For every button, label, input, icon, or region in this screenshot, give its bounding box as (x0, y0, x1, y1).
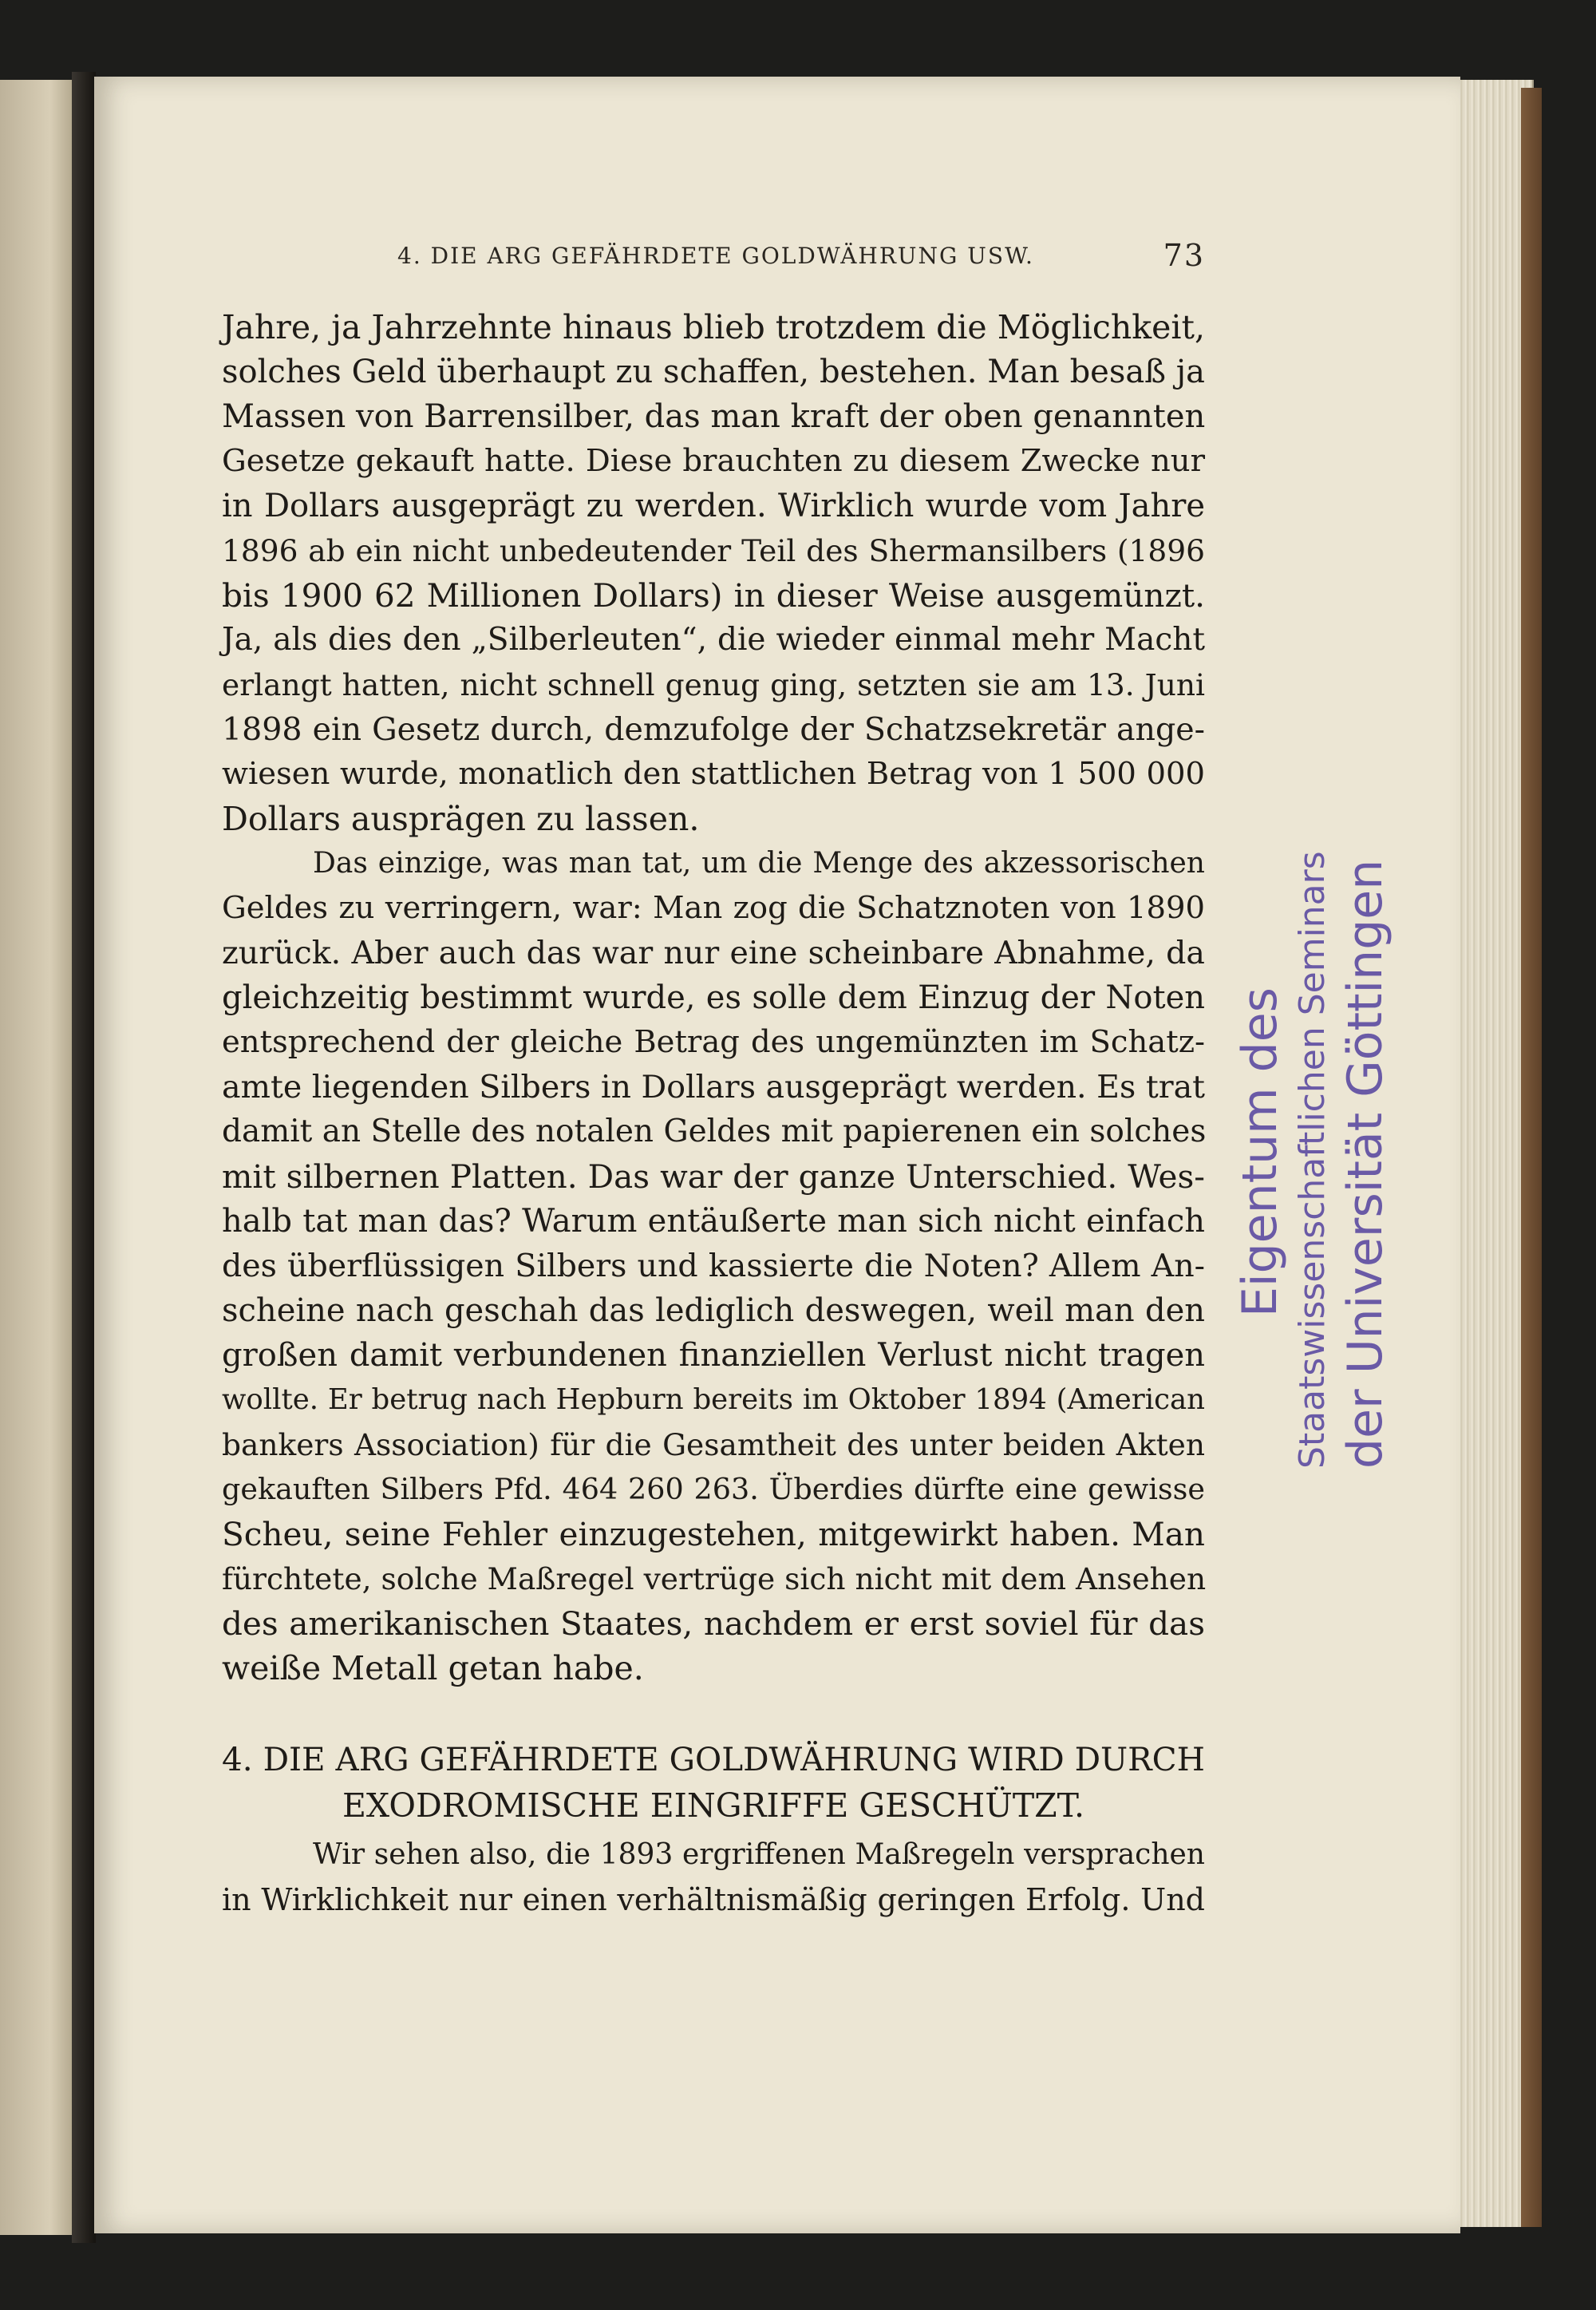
text-line: weiße Metall getan habe. (222, 1649, 644, 1687)
text-line: bis 1900 62 Millionen Dollars) in dieser Weise ausgemünzt. (222, 576, 1205, 615)
book-cover-edge (1521, 88, 1542, 2227)
running-title: 4. DIE ARG GEFÄHRDETE GOLDWÄHRUNG USW. (397, 243, 1034, 269)
text-line: damit an Stelle des notalen Geldes mit papierenen ein solches (222, 1113, 1207, 1149)
running-head (222, 238, 1205, 278)
section-heading-line-2: EXODROMISCHE EINGRIFFE GESCHÜTZT. (342, 1786, 1085, 1825)
stamp-line-3: der Universität Göttingen (1337, 859, 1393, 1469)
text-line: zurück. Aber auch das war nur eine scheinbare Abnahme, da (222, 935, 1205, 971)
text-line: Dollars ausprägen zu lassen. (222, 800, 700, 838)
book-gutter (72, 72, 96, 2243)
text-line: des amerikanischen Staates, nachdem er erst soviel für das (222, 1604, 1205, 1643)
text-line: amte liegenden Silbers in Dollars ausgeprägt werden. Es trat (222, 1069, 1205, 1106)
text-line: bankers Association) für die Gesamtheit des unter beiden Akten (222, 1427, 1205, 1462)
text-line: Gesetze gekauft hatte. Diese brauchten zu diesem Zwecke nur (222, 443, 1205, 479)
text-line: halb tat man das? Warum entäußerte man sich nicht einfach (222, 1203, 1205, 1240)
facing-page-edge (0, 80, 72, 2235)
text-line: gleichzeitig bestimmt wurde, es solle dem Einzug der Noten (222, 979, 1205, 1016)
text-line: solches Geld überhaupt zu schaffen, bestehen. Man besaß ja (222, 354, 1205, 390)
text-line: erlangt hatten, nicht schnell genug ging, setzten sie am 13. Juni (222, 667, 1205, 702)
text-line: Geldes zu verringern, war: Man zog die Schatznoten von 1890 (222, 890, 1205, 926)
text-line: in Dollars ausgeprägt zu werden. Wirklich wurde vom Jahre (222, 488, 1205, 524)
text-line: scheine nach geschah das lediglich deswegen, weil man den (222, 1292, 1205, 1329)
text-line: Massen von Barrensilber, das man kraft der oben genannten (222, 398, 1206, 435)
text-line: Scheu, seine Fehler einzugestehen, mitgewirkt haben. Man (222, 1515, 1205, 1553)
text-line: Jahre, ja Jahrzehnte hinaus blieb trotzdem die Möglichkeit, (222, 308, 1205, 346)
stamp-line-2: Staatswissenschaftlichen Seminars (1292, 851, 1333, 1469)
text-line: großen damit verbundenen finanziellen Verlust nicht tragen (222, 1337, 1205, 1374)
text-line: wollte. Er betrug nach Hepburn bereits im Oktober 1894 (American (222, 1383, 1205, 1416)
text-line: wiesen wurde, monatlich den stattlichen Betrag von 1 500 000 (222, 756, 1205, 792)
text-line: 1898 ein Gesetz durch, demzufolge der Schatzsekretär ange- (222, 711, 1205, 748)
text-line: Das einzige, was man tat, um die Menge des akzessorischen (313, 847, 1205, 880)
text-line: 1896 ab ein nicht unbedeutender Teil des Shermansilbers (1896 (222, 533, 1205, 568)
text-line: entsprechend der gleiche Betrag des ungemünzten im Schatz- (222, 1024, 1205, 1060)
text-line: fürchtete, solche Maßregel vertrüge sich nicht mit dem Ansehen (222, 1561, 1207, 1596)
text-line: in Wirklichkeit nur einen verhältnismäßig geringen Erfolg. Und (222, 1882, 1205, 1917)
text-line: des überflüssigen Silbers und kassierte die Noten? Allem An- (222, 1248, 1205, 1284)
text-line: Wir sehen also, die 1893 ergriffenen Maßregeln versprachen (313, 1838, 1205, 1871)
section-heading-line-1: 4. DIE ARG GEFÄHRDETE GOLDWÄHRUNG WIRD DURCH (222, 1740, 1205, 1778)
page-number: 73 (1163, 238, 1205, 273)
stamp-line-1: Eigentum des (1232, 987, 1288, 1317)
text-line: mit silbernen Platten. Das war der ganze Unterschied. Wes- (222, 1157, 1205, 1196)
library-ownership-stamp (1232, 838, 1419, 1477)
text-line: gekauften Silbers Pfd. 464 260 263. Überdies dürfte eine gewisse (222, 1472, 1205, 1506)
text-line: Ja, als dies den „Silberleuten“, die wieder einmal mehr Macht (222, 622, 1205, 658)
